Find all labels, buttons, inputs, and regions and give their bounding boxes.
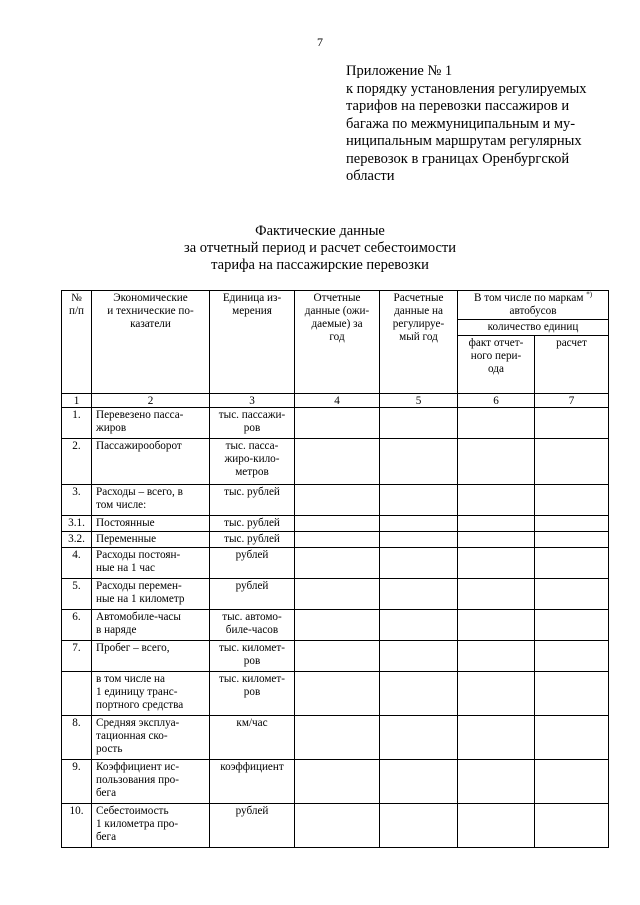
header-text: В том числе по маркам xyxy=(473,292,584,304)
indicator-text: жиров xyxy=(96,422,127,434)
header-text: автобусов xyxy=(509,305,557,317)
indicator-text: Расходы – всего, в xyxy=(96,486,183,498)
calc-cell xyxy=(535,548,609,579)
fact-cell xyxy=(458,579,535,610)
row-number: 9. xyxy=(62,760,92,804)
fact-cell xyxy=(458,439,535,485)
indicator-text: Расходы перемен- xyxy=(96,580,182,592)
fact-cell xyxy=(458,804,535,848)
heading-line: за отчетный период и расчет себестоимости xyxy=(183,240,457,256)
header-calc: расчет xyxy=(535,336,609,394)
header-text: казатели xyxy=(130,318,171,330)
row-unit xyxy=(210,804,295,848)
header-text: мерения xyxy=(232,305,272,317)
row-number: 5. xyxy=(62,579,92,610)
header-indicator xyxy=(92,291,210,394)
appendix-line: перевозок в границах Оренбургской xyxy=(346,150,570,167)
calc-cell xyxy=(535,439,609,485)
row-indicator xyxy=(92,548,210,579)
unit-text: биле-часов xyxy=(225,624,279,636)
unit-text: коэффициент xyxy=(220,761,284,773)
header-num xyxy=(62,291,92,394)
unit-text: тыс. километ- xyxy=(218,642,285,654)
fact-cell xyxy=(458,408,535,439)
calculated-cell xyxy=(380,408,458,439)
header-text: год xyxy=(329,331,345,343)
calculated-cell xyxy=(380,516,458,532)
unit-text: тыс. автомо- xyxy=(222,611,282,623)
unit-text: тыс. рублей xyxy=(224,517,280,529)
table-row xyxy=(62,716,609,760)
unit-text: метров xyxy=(235,466,269,478)
calc-cell xyxy=(535,610,609,641)
indicator-text: том числе: xyxy=(96,499,147,511)
header-calculated xyxy=(380,291,458,394)
reported-cell xyxy=(295,804,380,848)
calculated-cell xyxy=(380,610,458,641)
reported-cell xyxy=(295,610,380,641)
header-text: данные (ожи- xyxy=(304,305,370,317)
calc-cell xyxy=(535,579,609,610)
reported-cell xyxy=(295,548,380,579)
row-number: 4. xyxy=(62,548,92,579)
row-unit xyxy=(210,408,295,439)
table-row xyxy=(62,548,609,579)
calculated-cell xyxy=(380,716,458,760)
row-indicator xyxy=(92,516,210,532)
reported-cell xyxy=(295,532,380,548)
header-text: и технические по- xyxy=(107,305,194,317)
row-unit xyxy=(210,641,295,672)
row-number: 3.1. xyxy=(62,516,92,532)
indicator-text: пользования про- xyxy=(96,774,179,786)
header-text: Экономические xyxy=(113,292,188,304)
row-unit xyxy=(210,485,295,516)
header-text: факт отчет- xyxy=(468,337,524,349)
fact-cell xyxy=(458,716,535,760)
column-number: 2 xyxy=(92,394,210,408)
header-brands xyxy=(458,291,609,320)
indicator-text: Переменные xyxy=(96,533,157,545)
fact-cell xyxy=(458,532,535,548)
fact-cell xyxy=(458,760,535,804)
row-indicator xyxy=(92,716,210,760)
row-unit xyxy=(210,672,295,716)
fact-cell xyxy=(458,485,535,516)
row-number: 2. xyxy=(62,439,92,485)
header-text: данные на xyxy=(394,305,443,317)
reported-cell xyxy=(295,516,380,532)
heading-line: тарифа на пассажирские перевозки xyxy=(211,257,429,273)
header-text: Отчетные xyxy=(313,292,361,304)
header-text: ного пери- xyxy=(470,350,522,362)
table-row xyxy=(62,532,609,548)
table-row xyxy=(62,485,609,516)
row-indicator xyxy=(92,760,210,804)
table-row xyxy=(62,579,609,610)
indicator-text: рость xyxy=(96,743,123,755)
row-indicator xyxy=(92,439,210,485)
calc-cell xyxy=(535,408,609,439)
calculated-cell xyxy=(380,804,458,848)
appendix-line: области xyxy=(346,168,395,184)
unit-text: ров xyxy=(243,655,261,667)
column-number: 7 xyxy=(535,394,609,408)
header-text: п/п xyxy=(68,305,85,317)
indicator-text: бега xyxy=(96,831,117,843)
unit-text: рублей xyxy=(235,549,269,561)
unit-text: рублей xyxy=(235,805,269,817)
fact-cell xyxy=(458,672,535,716)
reported-cell xyxy=(295,579,380,610)
page-number: 7 xyxy=(317,35,323,49)
reported-cell xyxy=(295,641,380,672)
row-indicator xyxy=(92,408,210,439)
row-number: 3.2. xyxy=(62,532,92,548)
fact-cell xyxy=(458,641,535,672)
indicator-text: ные на 1 час xyxy=(96,562,155,574)
unit-text: тыс. километ- xyxy=(218,673,285,685)
column-number: 3 xyxy=(210,394,295,408)
calculated-cell xyxy=(380,760,458,804)
table-row xyxy=(62,610,609,641)
column-number-row xyxy=(62,394,609,408)
table-row xyxy=(62,439,609,485)
appendix-line: ниципальным маршрутам регулярных xyxy=(346,133,582,149)
row-number: 6. xyxy=(62,610,92,641)
reported-cell xyxy=(295,672,380,716)
appendix-note xyxy=(346,63,616,186)
header-text: № xyxy=(71,292,82,304)
unit-text: тыс. рублей xyxy=(224,533,280,545)
row-number: 3. xyxy=(62,485,92,516)
header-text: регулируе- xyxy=(392,318,445,330)
document-heading xyxy=(0,223,640,274)
calculated-cell xyxy=(380,439,458,485)
heading-line: Фактические данные xyxy=(255,223,385,239)
calc-cell xyxy=(535,641,609,672)
row-number xyxy=(62,672,92,716)
unit-text: ров xyxy=(243,686,261,698)
unit-text: ров xyxy=(243,422,261,434)
column-number: 6 xyxy=(458,394,535,408)
indicator-text: бега xyxy=(96,787,117,799)
appendix-line: Приложение № 1 xyxy=(346,63,453,79)
row-number: 8. xyxy=(62,716,92,760)
row-unit xyxy=(210,610,295,641)
indicator-text: Пассажирооборот xyxy=(96,440,182,452)
reported-cell xyxy=(295,760,380,804)
row-unit xyxy=(210,516,295,532)
appendix-line: к порядку установления регулируемых xyxy=(346,80,587,97)
row-indicator xyxy=(92,804,210,848)
unit-text: тыс. пасса- xyxy=(225,440,279,452)
row-indicator xyxy=(92,579,210,610)
column-number: 5 xyxy=(380,394,458,408)
header-text: Расчетные xyxy=(393,292,444,304)
indicator-text: 1 единицу транс- xyxy=(96,686,178,698)
calculated-cell xyxy=(380,485,458,516)
reported-cell xyxy=(295,408,380,439)
row-indicator xyxy=(92,532,210,548)
reported-cell xyxy=(295,716,380,760)
column-number: 1 xyxy=(62,394,92,408)
indicator-text: Себестоимость xyxy=(96,805,169,817)
cost-data-table xyxy=(61,290,609,848)
indicator-text: Автомобиле-часы xyxy=(96,611,181,623)
calc-cell xyxy=(535,760,609,804)
header-count: количество единиц xyxy=(458,320,609,336)
indicator-text: Пробег – всего, xyxy=(96,642,170,654)
row-unit xyxy=(210,532,295,548)
unit-text: тыс. пассажи- xyxy=(218,409,286,421)
unit-text: км/час xyxy=(236,717,268,729)
table-body xyxy=(62,408,609,848)
unit-text: жиро-кило- xyxy=(224,453,280,465)
unit-text: тыс. рублей xyxy=(224,486,280,498)
indicator-text: Расходы постоян- xyxy=(96,549,181,561)
row-unit xyxy=(210,579,295,610)
table-row xyxy=(62,641,609,672)
column-number: 4 xyxy=(295,394,380,408)
indicator-text: Средняя эксплуа- xyxy=(96,717,180,729)
calculated-cell xyxy=(380,548,458,579)
indicator-text: Перевезено пасса- xyxy=(96,409,184,421)
fact-cell xyxy=(458,610,535,641)
header-text: Единица из- xyxy=(222,292,282,304)
calc-cell xyxy=(535,672,609,716)
indicator-text: Коэффициент ис- xyxy=(96,761,180,773)
calculated-cell xyxy=(380,532,458,548)
calc-cell xyxy=(535,804,609,848)
indicator-text: 1 километра про- xyxy=(96,818,179,830)
calculated-cell xyxy=(380,579,458,610)
header-fact xyxy=(458,336,535,394)
appendix-line: тарифов на перевозки пассажиров и xyxy=(346,98,570,114)
calculated-cell xyxy=(380,641,458,672)
reported-cell xyxy=(295,439,380,485)
indicator-text: тационная ско- xyxy=(96,730,168,742)
row-unit xyxy=(210,716,295,760)
row-unit xyxy=(210,548,295,579)
table-row xyxy=(62,804,609,848)
row-indicator xyxy=(92,641,210,672)
row-unit xyxy=(210,439,295,485)
footnote-mark: *) xyxy=(586,290,593,299)
table-row xyxy=(62,408,609,439)
header-unit xyxy=(210,291,295,394)
row-number: 7. xyxy=(62,641,92,672)
fact-cell xyxy=(458,548,535,579)
fact-cell xyxy=(458,516,535,532)
calc-cell xyxy=(535,516,609,532)
unit-text: рублей xyxy=(235,580,269,592)
reported-cell xyxy=(295,485,380,516)
indicator-text: ные на 1 километр xyxy=(96,593,185,605)
row-indicator xyxy=(92,610,210,641)
indicator-text: Постоянные xyxy=(96,517,155,529)
header-text: мый год xyxy=(399,331,438,343)
row-number: 10. xyxy=(62,804,92,848)
table-row xyxy=(62,672,609,716)
indicator-text: в том числе на xyxy=(96,673,165,685)
calc-cell xyxy=(535,532,609,548)
appendix-line: багажа по межмуниципальным и му- xyxy=(346,115,576,132)
indicator-text: портного средства xyxy=(96,699,184,711)
calc-cell xyxy=(535,485,609,516)
row-indicator xyxy=(92,672,210,716)
table-row xyxy=(62,516,609,532)
calculated-cell xyxy=(380,672,458,716)
header-reported xyxy=(295,291,380,394)
table-row xyxy=(62,760,609,804)
header-text: ода xyxy=(488,363,504,375)
row-indicator xyxy=(92,485,210,516)
indicator-text: в наряде xyxy=(96,624,137,636)
header-text: даемые) за xyxy=(311,318,363,330)
calc-cell xyxy=(535,716,609,760)
row-number: 1. xyxy=(62,408,92,439)
row-unit xyxy=(210,760,295,804)
